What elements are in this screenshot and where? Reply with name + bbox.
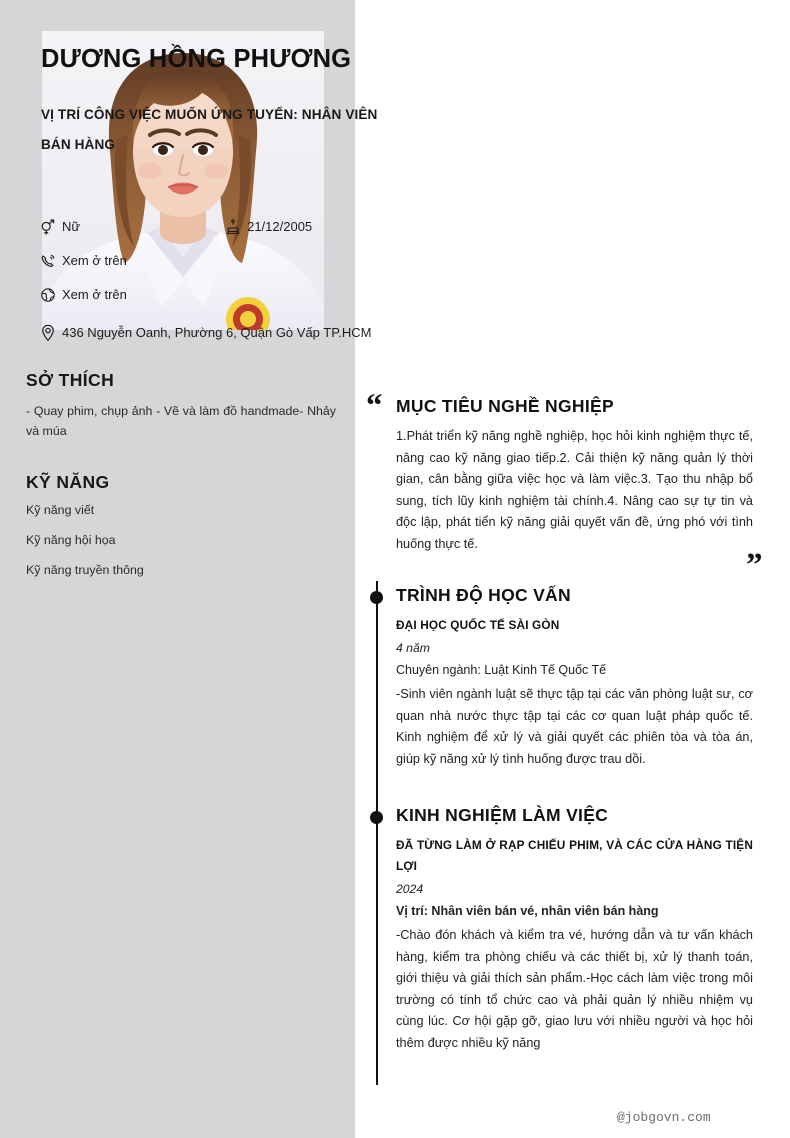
objective-text: 1.Phát triển kỹ năng nghề nghiệp, học hỏi kinh nghiệm thực tế, nâng cao kỹ năng giao tiếp.2. Cải thiện kỹ năng quản lý thời gian, cân bằng giữa việc học và làm việc.3. Tạo thu nhập bổ sung, tích lũy kinh nghiệm tài chính.4. Nâng cao sự tự tin và độc lập, phát tiển kỹ năng giải quyết vấn đề, ứng phó với tình huống thực tế. (396, 429, 753, 551)
education-duration: 4 năm (396, 641, 430, 655)
experience-company: ĐÃ TỪNG LÀM Ở RẠP CHIẾU PHIM, VÀ CÁC CỬA HÀNG TIỆN LỢI (396, 838, 753, 873)
timeline-line (376, 581, 378, 1085)
experience-duration: 2024 (396, 882, 424, 896)
timeline-dot-experience (370, 811, 383, 824)
location-pin-icon (40, 320, 60, 342)
education-school: ĐẠI HỌC QUỐC TẾ SÀI GÒN (396, 618, 560, 632)
job-headline: VỊ TRÍ CÔNG VIỆC MUỐN ỨNG TUYỂN: NHÂN VIÊN BÁN HÀNG (41, 107, 378, 152)
hobbies-text: - Quay phim, chụp ảnh - Vẽ và làm đồ handmade- Nhảy và múa (26, 404, 336, 438)
skill-item: Kỹ năng viết (26, 503, 95, 517)
quote-close-icon: ” (746, 547, 763, 583)
contact-row-gender-birthday (40, 218, 412, 244)
skills-heading: KỸ NĂNG (26, 472, 110, 492)
sidebar (0, 0, 355, 1138)
gender-value: Nữ (62, 219, 81, 234)
experience-description: -Chào đón khách và kiểm tra vé, hướng dẫn và tư vấn khách hàng, kiểm tra phòng chiếu và các thiết bị, xử lý thanh toán, giới thiệu và giải thích sản phẩm.-Học cách làm việc trong môi trường có tính tổ chức cao và phải quản lý nhiều nhiệm vụ cùng lúc. Cơ hội gặp gỡ, giao lưu với nhiều người và học hỏi thêm được nhiều kỹ năng (396, 928, 753, 1050)
objective-heading: MỤC TIÊU NGHỀ NGHIỆP (396, 396, 614, 416)
address-value: 436 Nguyễn Oanh, Phường 6, Quận Gò Vấp TP.HCM (62, 325, 372, 340)
experience-position: Vị trí: Nhân viên bán vé, nhân viên bán hàng (396, 904, 659, 918)
skill-item: Kỹ năng hội họa (26, 533, 116, 547)
website-value: Xem ở trên (62, 287, 127, 302)
hobbies-heading: SỞ THÍCH (26, 370, 115, 390)
objective-section (396, 396, 753, 555)
education-description: -Sinh viên ngành luật sẽ thực tập tại các văn phòng luật sư, cơ quan nhà nước thực tập tại các cơ quan luật pháp quốc tế. Kinh nghiệm để xử lý và giải quyết các phiên tòa và tòa án, giúp kỹ năng xử lý tình huống được trau dồi. (396, 687, 753, 766)
education-major: Chuyên ngành: Luật Kinh Tế Quốc Tế (396, 663, 607, 677)
contact-row-address (40, 320, 412, 346)
watermark: @jobgovn.com (617, 1110, 711, 1125)
contact-row-phone (40, 252, 412, 278)
education-heading: TRÌNH ĐỘ HỌC VẤN (396, 585, 571, 605)
page-title: DƯƠNG HỒNG PHƯƠNG (41, 45, 352, 73)
gender-icon (40, 218, 60, 236)
birthday-cake-icon (225, 218, 245, 236)
contact-row-website (40, 286, 412, 312)
experience-heading: KINH NGHIỆM LÀM VIỆC (396, 805, 609, 825)
phone-icon (40, 252, 60, 270)
phone-value: Xem ở trên (62, 253, 127, 268)
quote-open-icon: “ (366, 388, 383, 424)
birthday-value: 21/12/2005 (247, 219, 313, 234)
education-section (396, 585, 753, 770)
timeline-dot-education (370, 591, 383, 604)
skills-section (26, 472, 336, 593)
contact-section (40, 218, 412, 354)
globe-icon (40, 286, 60, 304)
hobbies-section (26, 370, 336, 441)
skill-item: Kỹ năng truyền thông (26, 563, 144, 577)
experience-section (396, 805, 753, 1054)
